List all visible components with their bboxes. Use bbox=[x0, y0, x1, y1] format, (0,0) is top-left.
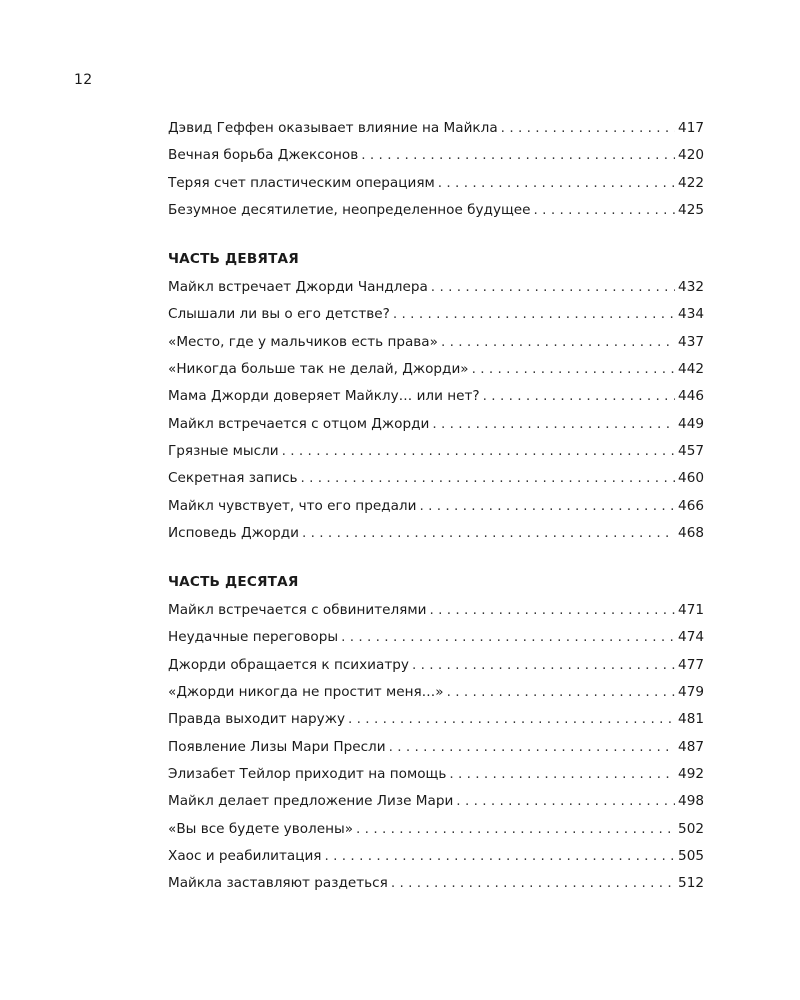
dot-leader bbox=[393, 306, 675, 322]
dot-leader bbox=[356, 821, 675, 837]
toc-entry-title: Вечная борьба Джексонов bbox=[168, 147, 359, 164]
dot-leader bbox=[456, 793, 675, 809]
toc-entry bbox=[168, 875, 704, 902]
toc-entry-title: Неудачные переговоры bbox=[168, 629, 339, 646]
toc-entry bbox=[168, 202, 704, 229]
toc-entry-page: 432 bbox=[678, 279, 704, 296]
toc-entry-page: 492 bbox=[678, 765, 704, 782]
toc-entry-title: «Никогда больше так не делай, Джорди» bbox=[168, 361, 469, 378]
toc-entry-title: Майкл встречается с отцом Джорди bbox=[168, 415, 430, 432]
toc-entry-title: Майкл встречается с обвинителями bbox=[168, 602, 427, 619]
toc-entry-title: Теряя счет пластическим операциям bbox=[168, 174, 435, 191]
toc-group bbox=[168, 574, 704, 902]
toc-entry bbox=[168, 470, 704, 497]
toc-entry-page: 487 bbox=[678, 738, 704, 755]
toc-entry bbox=[168, 657, 704, 684]
dot-leader bbox=[483, 388, 675, 404]
toc-entry-page: 502 bbox=[678, 820, 704, 837]
toc-entry-title: «Место, где у мальчиков есть права» bbox=[168, 333, 438, 350]
toc-entry bbox=[168, 120, 704, 147]
toc-entry-page: 437 bbox=[678, 333, 704, 350]
toc-entry-page: 479 bbox=[678, 684, 704, 701]
toc-entry bbox=[168, 766, 704, 793]
toc-entry bbox=[168, 334, 704, 361]
toc-entry-title: Майкл чувствует, что его предали bbox=[168, 497, 417, 514]
toc-entry bbox=[168, 388, 704, 415]
toc-entry-title: Безумное десятилетие, неопределенное будущее bbox=[168, 201, 531, 218]
dot-leader bbox=[389, 739, 675, 755]
toc-group bbox=[168, 251, 704, 552]
page-number: 12 bbox=[74, 72, 93, 88]
dot-leader bbox=[302, 525, 675, 541]
toc-entry-page: 481 bbox=[678, 711, 704, 728]
section-heading: ЧАСТЬ ДЕВЯТАЯ bbox=[168, 251, 299, 268]
toc-entry-title: Майкл делает предложение Лизе Мари bbox=[168, 793, 454, 810]
dot-leader bbox=[441, 334, 675, 350]
dot-leader bbox=[472, 361, 675, 377]
toc-entry bbox=[168, 602, 704, 629]
dot-leader bbox=[325, 848, 676, 864]
toc-entry-page: 457 bbox=[678, 442, 704, 459]
dot-leader bbox=[412, 657, 675, 673]
toc-entry-page: 422 bbox=[678, 174, 704, 191]
toc-entry bbox=[168, 793, 704, 820]
toc-entry-title: Дэвид Геффен оказывает влияние на Майкла bbox=[168, 120, 498, 136]
dot-leader bbox=[391, 875, 675, 891]
toc-entry bbox=[168, 629, 704, 656]
toc-entry-title: «Вы все будете уволены» bbox=[168, 820, 354, 837]
toc-entry bbox=[168, 848, 704, 875]
dot-leader bbox=[431, 279, 675, 295]
toc-entry bbox=[168, 443, 704, 470]
toc-entry-page: 471 bbox=[678, 602, 704, 619]
toc-entry bbox=[168, 175, 704, 202]
toc-entry-page: 466 bbox=[678, 497, 704, 514]
dot-leader bbox=[282, 443, 675, 459]
toc-entry bbox=[168, 147, 704, 174]
toc-entry-title: Майкла заставляют раздеться bbox=[168, 875, 388, 892]
section-heading: ЧАСТЬ ДЕСЯТАЯ bbox=[168, 574, 299, 591]
toc-entry-page: 468 bbox=[678, 524, 704, 541]
dot-leader bbox=[534, 202, 676, 218]
toc-entry bbox=[168, 416, 704, 443]
dot-leader bbox=[447, 684, 675, 700]
toc-entry bbox=[168, 498, 704, 525]
toc-entry-page: 498 bbox=[678, 793, 704, 810]
toc-entry-title: Появление Лизы Мари Пресли bbox=[168, 738, 386, 755]
dot-leader bbox=[432, 416, 675, 432]
toc-entry-title: Майкл встречает Джорди Чандлера bbox=[168, 279, 428, 296]
toc-entry-page: 512 bbox=[678, 875, 704, 892]
dot-leader bbox=[449, 766, 675, 782]
dot-leader bbox=[348, 711, 675, 727]
toc-entry bbox=[168, 525, 704, 552]
dot-leader bbox=[341, 629, 675, 645]
toc-entry-page: 425 bbox=[678, 201, 704, 218]
toc-entry bbox=[168, 684, 704, 711]
toc-entry bbox=[168, 306, 704, 333]
dot-leader bbox=[438, 175, 675, 191]
dot-leader bbox=[419, 498, 675, 514]
toc-entry-title: «Джорди никогда не простит меня…» bbox=[168, 684, 444, 701]
dot-leader bbox=[300, 470, 675, 486]
toc-entry-title: Секретная запись bbox=[168, 470, 298, 487]
toc-entry bbox=[168, 711, 704, 738]
toc-entry-title: Мама Джорди доверяет Майклу… или нет? bbox=[168, 388, 480, 405]
table-of-contents bbox=[168, 120, 704, 902]
toc-entry-title: Джорди обращается к психиатру bbox=[168, 656, 409, 673]
dot-leader bbox=[429, 602, 675, 618]
toc-entry-page: 420 bbox=[678, 147, 704, 164]
toc-entry bbox=[168, 739, 704, 766]
toc-entry-title: Хаос и реабилитация bbox=[168, 847, 322, 864]
toc-entry-title: Исповедь Джорди bbox=[168, 524, 299, 541]
toc-entry-page: 442 bbox=[678, 361, 704, 378]
toc-entry-page: 446 bbox=[678, 388, 704, 405]
toc-entry-page: 434 bbox=[678, 306, 704, 323]
toc-entry-page: 505 bbox=[678, 847, 704, 864]
toc-entry-title: Слышали ли вы о его детстве? bbox=[168, 306, 390, 323]
toc-entry-title: Грязные мысли bbox=[168, 442, 279, 459]
toc-entry-page: 417 bbox=[678, 120, 704, 136]
dot-leader bbox=[501, 120, 675, 136]
toc-entry-page: 460 bbox=[678, 470, 704, 487]
toc-entry bbox=[168, 361, 704, 388]
toc-entry-page: 477 bbox=[678, 656, 704, 673]
toc-group bbox=[168, 120, 704, 229]
toc-entry-page: 474 bbox=[678, 629, 704, 646]
toc-entry-page: 449 bbox=[678, 415, 704, 432]
toc-entry-title: Элизабет Тейлор приходит на помощь bbox=[168, 765, 447, 782]
toc-entry bbox=[168, 279, 704, 306]
dot-leader bbox=[361, 147, 675, 163]
toc-entry bbox=[168, 821, 704, 848]
toc-entry-title: Правда выходит наружу bbox=[168, 711, 346, 728]
